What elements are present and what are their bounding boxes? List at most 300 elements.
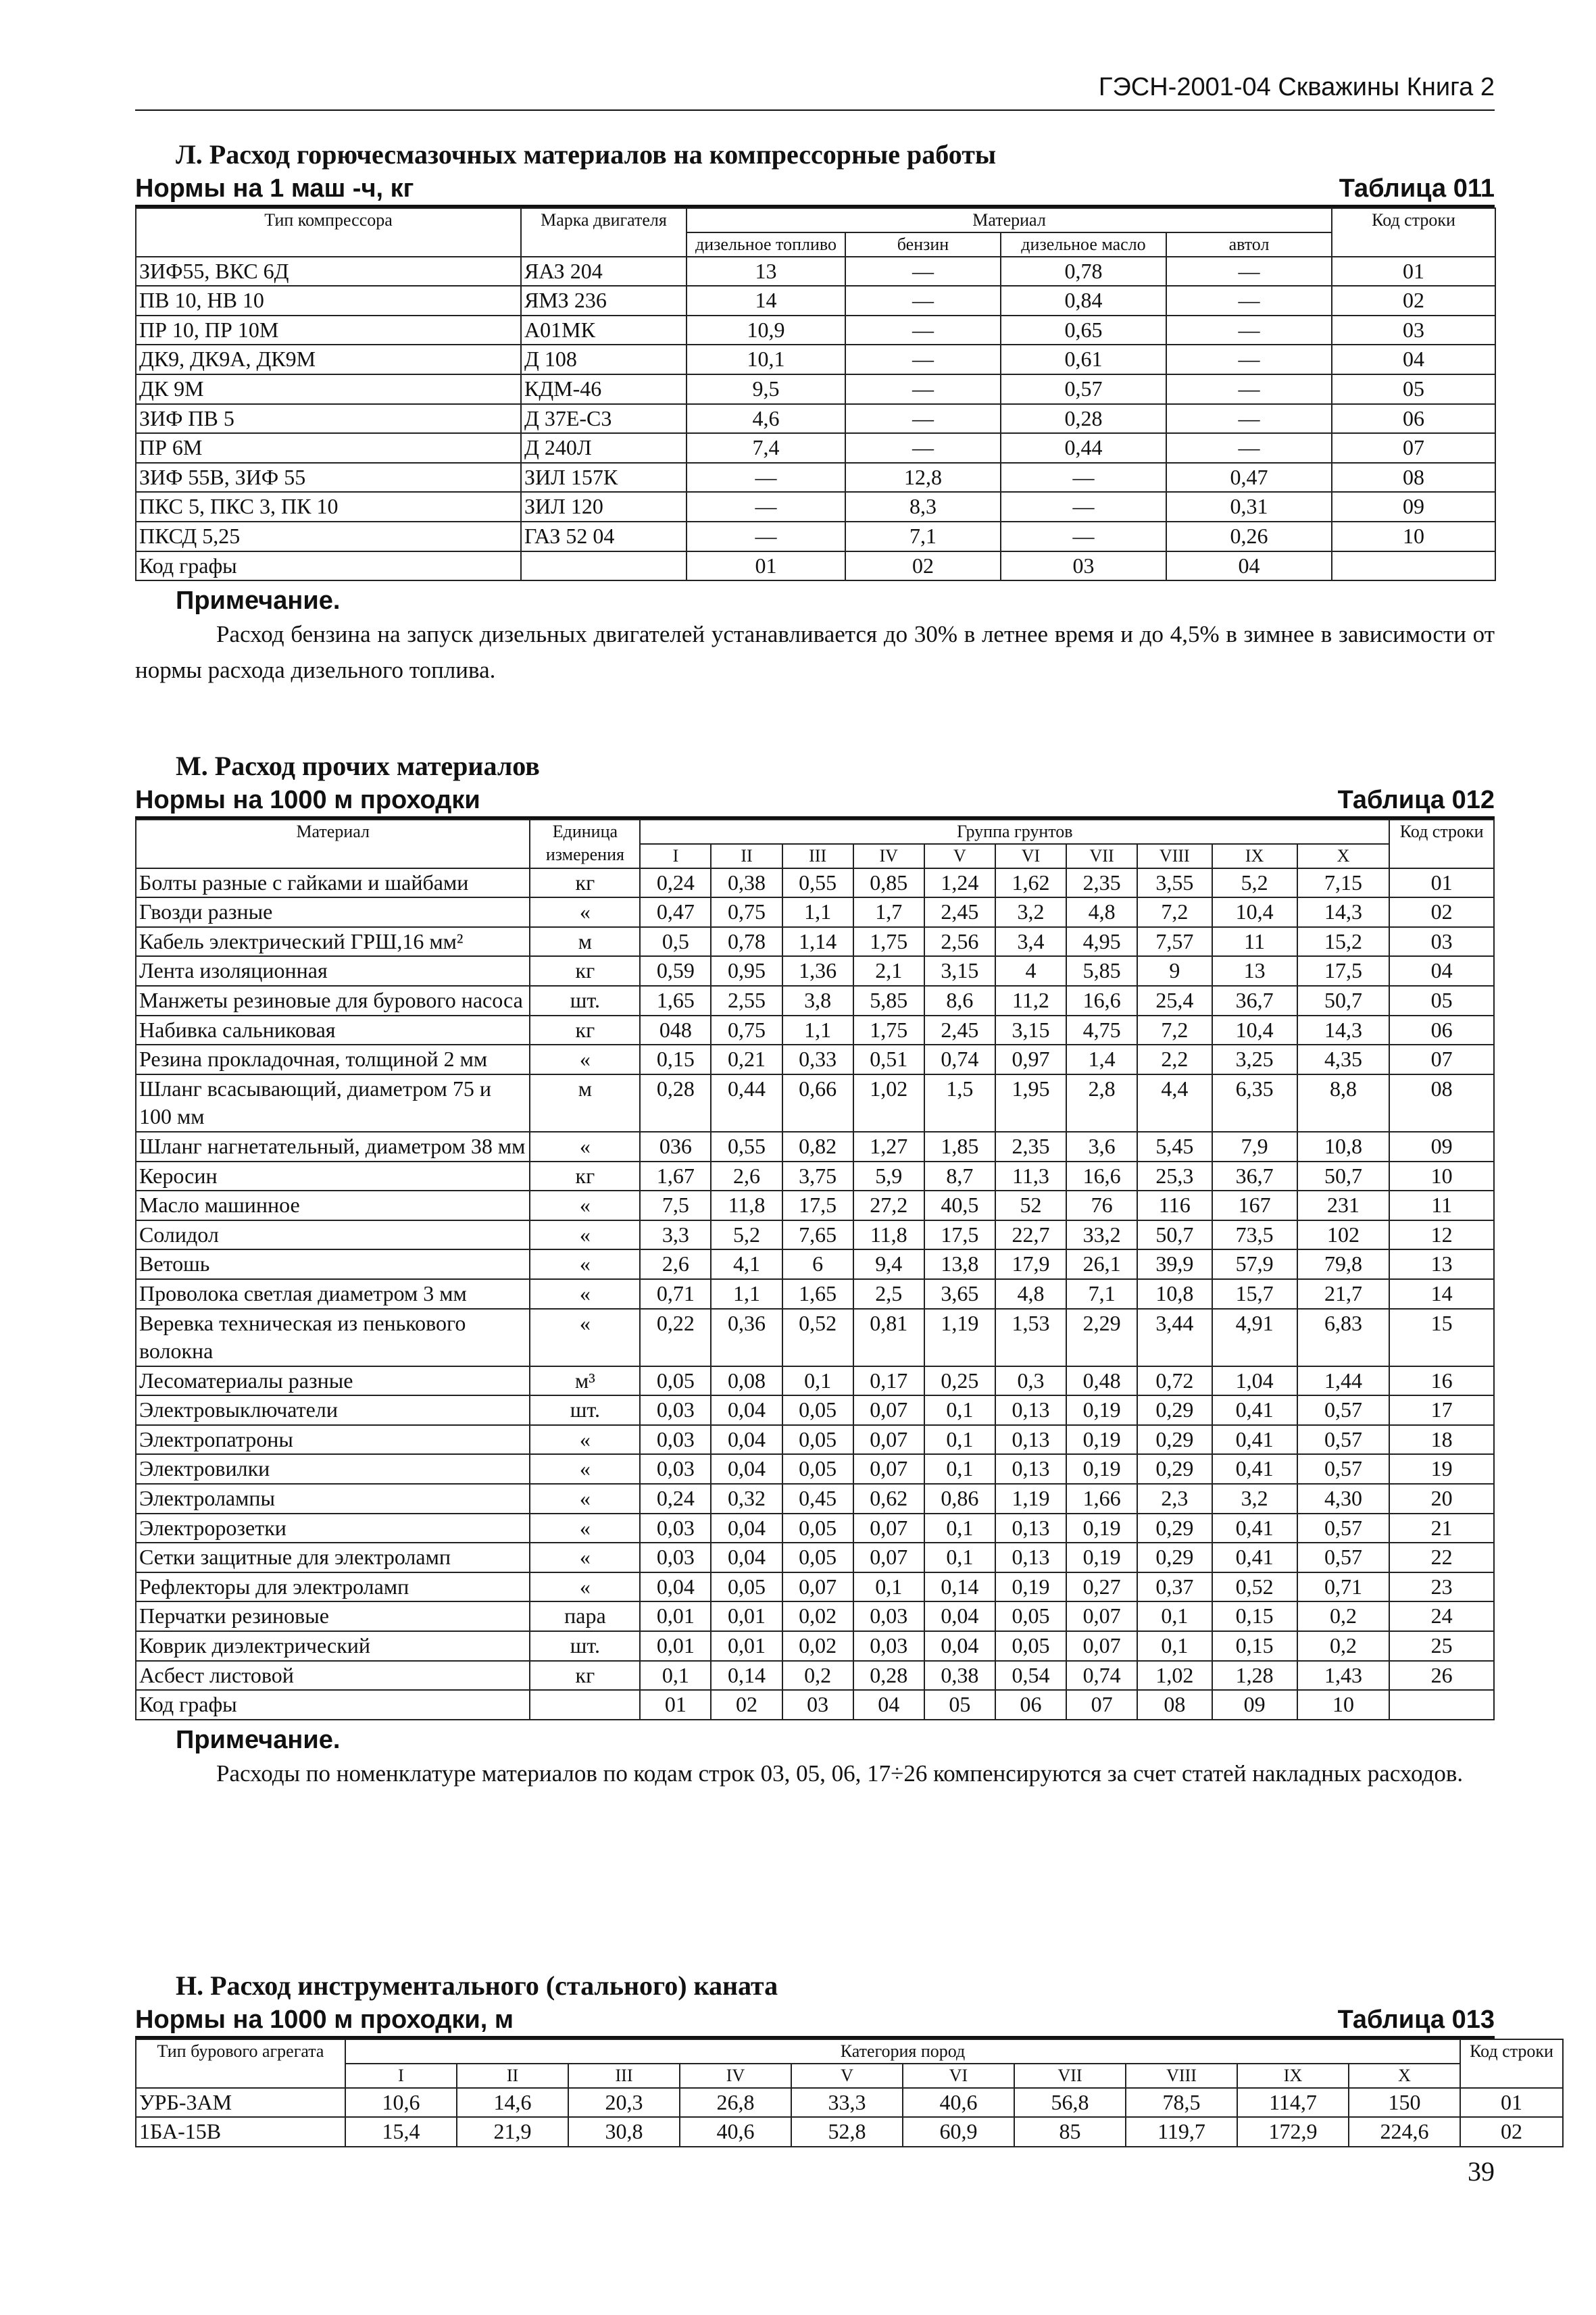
table-cell: Гвозди разные (136, 897, 530, 927)
table-cell: 3,3 (640, 1220, 711, 1250)
graph-code-label: Код графы (136, 551, 521, 581)
table-cell: Д 240Л (521, 433, 687, 463)
table-cell: кг (530, 868, 640, 898)
table-cell: 76 (1066, 1191, 1137, 1220)
table-row (136, 1661, 1494, 1691)
graph-code: 03 (1001, 551, 1166, 581)
header-rule (135, 109, 1495, 111)
table-cell: 3,2 (1212, 1484, 1297, 1514)
header-group: X (1297, 844, 1390, 868)
table-cell: 0,13 (995, 1543, 1066, 1572)
table-row (136, 522, 1495, 551)
header-autol: автол (1166, 232, 1332, 257)
header-material: Материал (136, 820, 530, 868)
header-material: Материал (687, 208, 1332, 232)
table-cell: ЗИФ ПВ 5 (136, 404, 521, 434)
table-cell: 1,1 (711, 1279, 782, 1309)
header-group: I (640, 844, 711, 868)
table-cell: 0,28 (640, 1074, 711, 1132)
table-012 (135, 819, 1495, 1720)
table-cell: 15,4 (345, 2117, 457, 2147)
table-cell: 0,01 (640, 1601, 711, 1631)
table-cell: — (845, 433, 1001, 463)
table-cell: 7,15 (1297, 868, 1390, 898)
page-number: 39 (1468, 2156, 1495, 2187)
table-row (136, 345, 1495, 374)
table-cell: 24 (1389, 1601, 1494, 1631)
table-cell: Болты разные с гайками и шайбами (136, 868, 530, 898)
table-cell: « (530, 1249, 640, 1279)
table-cell: Асбест листовой (136, 1661, 530, 1691)
table-row (136, 492, 1495, 522)
table-cell: 1,67 (640, 1162, 711, 1191)
table-cell: 73,5 (1212, 1220, 1297, 1250)
table-cell: 04 (1389, 956, 1494, 986)
table-cell: 10 (1332, 522, 1495, 551)
table-cell: 26,1 (1066, 1249, 1137, 1279)
table-cell: 19 (1389, 1454, 1494, 1484)
table-cell: 1,44 (1297, 1366, 1390, 1396)
table-cell: « (530, 1279, 640, 1309)
table-row (136, 986, 1494, 1016)
table-cell: 10,1 (687, 345, 845, 374)
table-cell: шт. (530, 1395, 640, 1425)
table-cell: 6,35 (1212, 1074, 1297, 1132)
table-cell: 8,7 (924, 1162, 995, 1191)
table-cell: — (845, 404, 1001, 434)
table-cell: 0,03 (853, 1631, 924, 1661)
table-cell: 1,02 (853, 1074, 924, 1132)
table-cell: ПКС 5, ПКС 3, ПК 10 (136, 492, 521, 522)
table-cell: Перчатки резиновые (136, 1601, 530, 1631)
table-cell: 0,61 (1001, 345, 1166, 374)
table-cell: 05 (1332, 374, 1495, 404)
header-category: IV (680, 2064, 791, 2088)
table-cell: 0,04 (640, 1572, 711, 1602)
header-group: VI (995, 844, 1066, 868)
table-cell: — (845, 286, 1001, 316)
table-cell: 12 (1389, 1220, 1494, 1250)
table-cell: 0,95 (711, 956, 782, 986)
table-row (136, 1366, 1494, 1396)
table-cell: 0,15 (1212, 1631, 1297, 1661)
table-cell: 06 (1332, 404, 1495, 434)
table-cell: 17,9 (995, 1249, 1066, 1279)
table-cell: 12,8 (845, 463, 1001, 493)
table-cell: 0,14 (924, 1572, 995, 1602)
header-engine-brand: Марка двигателя (521, 208, 687, 257)
table-cell: 0,41 (1212, 1395, 1297, 1425)
table-cell: 0,57 (1297, 1425, 1390, 1455)
table-row (136, 1601, 1494, 1631)
graph-code: 09 (1212, 1690, 1297, 1720)
table-cell: 3,25 (1212, 1045, 1297, 1074)
table-cell: кг (530, 1661, 640, 1691)
table-cell: 0,03 (640, 1514, 711, 1543)
table-row (136, 1543, 1494, 1572)
table-cell: 26 (1389, 1661, 1494, 1691)
table-cell: 1,53 (995, 1309, 1066, 1366)
table-cell: 3,15 (995, 1016, 1066, 1045)
table-cell: 1,75 (853, 927, 924, 957)
table-cell: 4,4 (1137, 1074, 1212, 1132)
table-cell (1389, 1690, 1494, 1720)
table-cell: 1БА-15В (136, 2117, 345, 2147)
table-cell: 0,17 (853, 1366, 924, 1396)
section-l-table-label: Таблица 011 (1339, 174, 1495, 203)
table-cell: — (845, 374, 1001, 404)
table-cell: 0,44 (1001, 433, 1166, 463)
table-row (136, 1395, 1494, 1425)
table-cell: Д 37Е-С3 (521, 404, 687, 434)
table-cell: 33,3 (791, 2088, 903, 2118)
table-cell: 0,1 (924, 1514, 995, 1543)
table-cell: 56,8 (1014, 2088, 1126, 2118)
table-cell: Лесоматериалы разные (136, 1366, 530, 1396)
table-cell: 0,05 (995, 1631, 1066, 1661)
table-cell: 25,4 (1137, 986, 1212, 1016)
table-cell: — (845, 257, 1001, 287)
graph-code: 03 (782, 1690, 853, 1720)
table-cell: 1,4 (1066, 1045, 1137, 1074)
table-cell: 0,13 (995, 1395, 1066, 1425)
table-cell: 25 (1389, 1631, 1494, 1661)
graph-code: 01 (687, 551, 845, 581)
header-row-code: Код строки (1332, 208, 1495, 257)
table-cell: 102 (1297, 1220, 1390, 1250)
graph-code: 04 (1166, 551, 1332, 581)
table-cell: Электропатроны (136, 1425, 530, 1455)
table-cell: 0,03 (853, 1601, 924, 1631)
table-cell: ПР 6М (136, 433, 521, 463)
table-cell: 52 (995, 1191, 1066, 1220)
table-cell: 16 (1389, 1366, 1494, 1396)
table-cell: 0,05 (782, 1543, 853, 1572)
table-cell (521, 551, 687, 581)
table-cell: 0,07 (853, 1425, 924, 1455)
table-cell: 17,5 (782, 1191, 853, 1220)
table-cell: 4,30 (1297, 1484, 1390, 1514)
table-cell: 1,5 (924, 1074, 995, 1132)
table-row (136, 1514, 1494, 1543)
table-cell: 0,3 (995, 1366, 1066, 1396)
table-cell: 0,13 (995, 1454, 1066, 1484)
table-row (136, 927, 1494, 957)
table-cell: кг (530, 1016, 640, 1045)
table-cell: 5,85 (853, 986, 924, 1016)
table-cell: 13,8 (924, 1249, 995, 1279)
table-cell: Сетки защитные для электроламп (136, 1543, 530, 1572)
section-m (135, 750, 1495, 1791)
table-cell: 2,45 (924, 1016, 995, 1045)
table-cell: ЯАЗ 204 (521, 257, 687, 287)
table-cell: 0,47 (1166, 463, 1332, 493)
table-cell: Электророзетки (136, 1514, 530, 1543)
table-cell: 4,6 (687, 404, 845, 434)
table-cell: — (687, 492, 845, 522)
table-cell: 224,6 (1349, 2117, 1460, 2147)
table-cell: 11 (1389, 1191, 1494, 1220)
table-cell: Проволока светлая диаметром 3 мм (136, 1279, 530, 1309)
table-cell: 22 (1389, 1543, 1494, 1572)
table-cell: 0,75 (711, 897, 782, 927)
table-cell: А01МК (521, 316, 687, 345)
table-cell: 0,1 (924, 1395, 995, 1425)
table-cell: 9 (1137, 956, 1212, 986)
table-cell: 21 (1389, 1514, 1494, 1543)
table-cell: 2,6 (640, 1249, 711, 1279)
table-cell: 50,7 (1297, 1162, 1390, 1191)
table-cell: 0,26 (1166, 522, 1332, 551)
table-cell: 0,19 (1066, 1454, 1137, 1484)
table-cell: 78,5 (1126, 2088, 1237, 2118)
table-cell: 11 (1212, 927, 1297, 957)
table-cell: 0,03 (640, 1425, 711, 1455)
table-cell: 0,29 (1137, 1543, 1212, 1572)
table-cell: 0,07 (1066, 1631, 1137, 1661)
header-unit: Единица измерения (530, 820, 640, 868)
table-cell: 0,1 (924, 1425, 995, 1455)
table-cell: 1,65 (640, 986, 711, 1016)
table-cell: 3,55 (1137, 868, 1212, 898)
table-cell: 0,2 (1297, 1631, 1390, 1661)
table-cell: 0,78 (1001, 257, 1166, 287)
table-cell: 3,4 (995, 927, 1066, 957)
table-cell: 4,8 (1066, 897, 1137, 927)
table-cell: 231 (1297, 1191, 1390, 1220)
table-cell: 2,5 (853, 1279, 924, 1309)
table-cell: 0,32 (711, 1484, 782, 1514)
table-cell: ЯМЗ 236 (521, 286, 687, 316)
table-cell: 0,41 (1212, 1425, 1297, 1455)
table-cell: 52,8 (791, 2117, 903, 2147)
table-cell: « (530, 1220, 640, 1250)
table-cell: 7,1 (1066, 1279, 1137, 1309)
table-cell: 01 (1332, 257, 1495, 287)
header-category: IX (1237, 2064, 1349, 2088)
table-cell: 25,3 (1137, 1162, 1212, 1191)
table-cell: 0,82 (782, 1132, 853, 1162)
header-diesel-oil: дизельное масло (1001, 232, 1166, 257)
table-cell: 13 (687, 257, 845, 287)
table-cell: 0,03 (640, 1543, 711, 1572)
table-cell: 05 (1389, 986, 1494, 1016)
graph-code: 10 (1297, 1690, 1390, 1720)
table-cell: 1,66 (1066, 1484, 1137, 1514)
section-n-subheader (135, 2006, 1495, 2039)
table-cell: Веревка техническая из пенькового волокна (136, 1309, 530, 1366)
table-cell: 21,9 (457, 2117, 568, 2147)
table-cell: 20 (1389, 1484, 1494, 1514)
table-row (136, 956, 1494, 986)
table-cell: 119,7 (1126, 2117, 1237, 2147)
table-cell: 114,7 (1237, 2088, 1349, 2118)
table-cell: 7,2 (1137, 897, 1212, 927)
table-cell (530, 1690, 640, 1720)
table-cell: 4,8 (995, 1279, 1066, 1309)
table-cell: 2,35 (1066, 868, 1137, 898)
table-cell: 02 (1332, 286, 1495, 316)
table-cell: 0,72 (1137, 1366, 1212, 1396)
table-row (136, 316, 1495, 345)
table-cell: Электровыключатели (136, 1395, 530, 1425)
table-row (136, 1631, 1494, 1661)
table-cell: 14 (1389, 1279, 1494, 1309)
table-cell: 0,75 (711, 1016, 782, 1045)
table-cell: « (530, 897, 640, 927)
table-cell: 0,05 (711, 1572, 782, 1602)
table-cell: 0,05 (995, 1601, 1066, 1631)
table-cell: 0,28 (853, 1661, 924, 1691)
table-cell: 0,1 (924, 1543, 995, 1572)
table-cell: 0,04 (711, 1454, 782, 1484)
table-cell: Набивка сальниковая (136, 1016, 530, 1045)
header-group: V (924, 844, 995, 868)
table-cell: 0,05 (782, 1425, 853, 1455)
table-cell: 1,36 (782, 956, 853, 986)
table-cell: 0,29 (1137, 1454, 1212, 1484)
table-row (136, 463, 1495, 493)
table-cell: « (530, 1425, 640, 1455)
header-group: IX (1212, 844, 1297, 868)
table-cell: 2,55 (711, 986, 782, 1016)
table-cell: Электровилки (136, 1454, 530, 1484)
table-cell: 0,07 (1066, 1601, 1137, 1631)
section-n (135, 1970, 1553, 2147)
table-cell: 08 (1389, 1074, 1494, 1132)
table-cell: 11,3 (995, 1162, 1066, 1191)
header-rig-type: Тип бурового агрегата (136, 2039, 345, 2088)
table-cell: 07 (1332, 433, 1495, 463)
section-n-norms: Нормы на 1000 м проходки, м (135, 2006, 514, 2034)
table-cell: 1,02 (1137, 1661, 1212, 1691)
table-row (136, 1016, 1494, 1045)
table-cell: 16,6 (1066, 986, 1137, 1016)
table-row (136, 1220, 1494, 1250)
graph-code-row (136, 551, 1495, 581)
table-cell: 0,28 (1001, 404, 1166, 434)
table-cell: 2,35 (995, 1132, 1066, 1162)
table-cell: 0,48 (1066, 1366, 1137, 1396)
graph-code-label: Код графы (136, 1690, 530, 1720)
header-group: VIII (1137, 844, 1212, 868)
table-cell: 0,57 (1297, 1514, 1390, 1543)
table-cell: Электролампы (136, 1484, 530, 1514)
table-cell: 17 (1389, 1395, 1494, 1425)
table-cell: 0,04 (924, 1601, 995, 1631)
table-cell: 150 (1349, 2088, 1460, 2118)
table-cell: 26,8 (680, 2088, 791, 2118)
table-cell: 1,1 (782, 1016, 853, 1045)
table-cell: 02 (1389, 897, 1494, 927)
table-cell: 0,02 (782, 1631, 853, 1661)
table-cell: 09 (1389, 1132, 1494, 1162)
table-cell: 0,54 (995, 1661, 1066, 1691)
table-cell: 0,57 (1001, 374, 1166, 404)
table-cell: 0,57 (1297, 1395, 1390, 1425)
table-cell: 0,62 (853, 1484, 924, 1514)
table-cell: 7,65 (782, 1220, 853, 1250)
graph-code: 08 (1137, 1690, 1212, 1720)
table-cell: 0,07 (782, 1572, 853, 1602)
table-cell: 0,86 (924, 1484, 995, 1514)
table-cell: 0,04 (924, 1631, 995, 1661)
table-cell: — (1001, 492, 1166, 522)
table-cell: 0,08 (711, 1366, 782, 1396)
header-group: IV (853, 844, 924, 868)
table-cell: — (1166, 316, 1332, 345)
table-cell: 5,2 (711, 1220, 782, 1250)
table-cell: 06 (1389, 1016, 1494, 1045)
section-m-note-text: Расходы по номенклатуре материалов по кодам строк 03, 05, 06, 17÷26 компенсируются за счет статей накладных расходов. (216, 1760, 1464, 1787)
table-cell: « (530, 1572, 640, 1602)
table-cell: УРБ-3АМ (136, 2088, 345, 2118)
table-cell: 0,74 (1066, 1661, 1137, 1691)
table-cell: м (530, 1074, 640, 1132)
header-soil-group: Группа грунтов (640, 820, 1389, 844)
table-cell: — (845, 316, 1001, 345)
table-cell: 1,14 (782, 927, 853, 957)
table-cell: — (1166, 433, 1332, 463)
table-cell: 15,7 (1212, 1279, 1297, 1309)
table-cell: 03 (1332, 316, 1495, 345)
header-group: VII (1066, 844, 1137, 868)
table-cell: — (845, 345, 1001, 374)
header-category: II (457, 2064, 568, 2088)
table-cell: 0,52 (782, 1309, 853, 1366)
table-cell: 0,81 (853, 1309, 924, 1366)
table-cell: 0,19 (995, 1572, 1066, 1602)
table-cell: — (687, 522, 845, 551)
table-cell: — (1001, 522, 1166, 551)
table-cell: ЗИФ 55В, ЗИФ 55 (136, 463, 521, 493)
table-cell: 36,7 (1212, 986, 1297, 1016)
table-cell: Лента изоляционная (136, 956, 530, 986)
table-cell: 07 (1389, 1045, 1494, 1074)
table-cell: 0,05 (640, 1366, 711, 1396)
table-cell: 0,19 (1066, 1543, 1137, 1572)
table-cell: 0,14 (711, 1661, 782, 1691)
header-category: X (1349, 2064, 1460, 2088)
table-011 (135, 207, 1496, 581)
table-cell: 172,9 (1237, 2117, 1349, 2147)
table-cell: 0,1 (640, 1661, 711, 1691)
table-cell: 3,2 (995, 897, 1066, 927)
table-cell: 2,8 (1066, 1074, 1137, 1132)
table-cell: 7,2 (1137, 1016, 1212, 1045)
table-cell: пара (530, 1601, 640, 1631)
graph-code: 04 (853, 1690, 924, 1720)
table-cell: 0,1 (1137, 1601, 1212, 1631)
section-l-norms: Нормы на 1 маш -ч, кг (135, 174, 414, 203)
table-cell: 0,22 (640, 1309, 711, 1366)
header-category: VIII (1126, 2064, 1237, 2088)
table-cell: 11,8 (711, 1191, 782, 1220)
table-cell: 5,9 (853, 1162, 924, 1191)
table-cell: Манжеты резиновые для бурового насоса (136, 986, 530, 1016)
table-cell: 0,07 (853, 1454, 924, 1484)
table-cell: 9,4 (853, 1249, 924, 1279)
table-cell: кг (530, 956, 640, 986)
table-cell: 0,65 (1001, 316, 1166, 345)
table-cell: 22,7 (995, 1220, 1066, 1250)
table-row (136, 1309, 1494, 1366)
table-cell: 85 (1014, 2117, 1126, 2147)
table-cell: 39,9 (1137, 1249, 1212, 1279)
table-cell: — (1166, 404, 1332, 434)
table-cell: ГАЗ 52 04 (521, 522, 687, 551)
table-cell: — (1166, 257, 1332, 287)
